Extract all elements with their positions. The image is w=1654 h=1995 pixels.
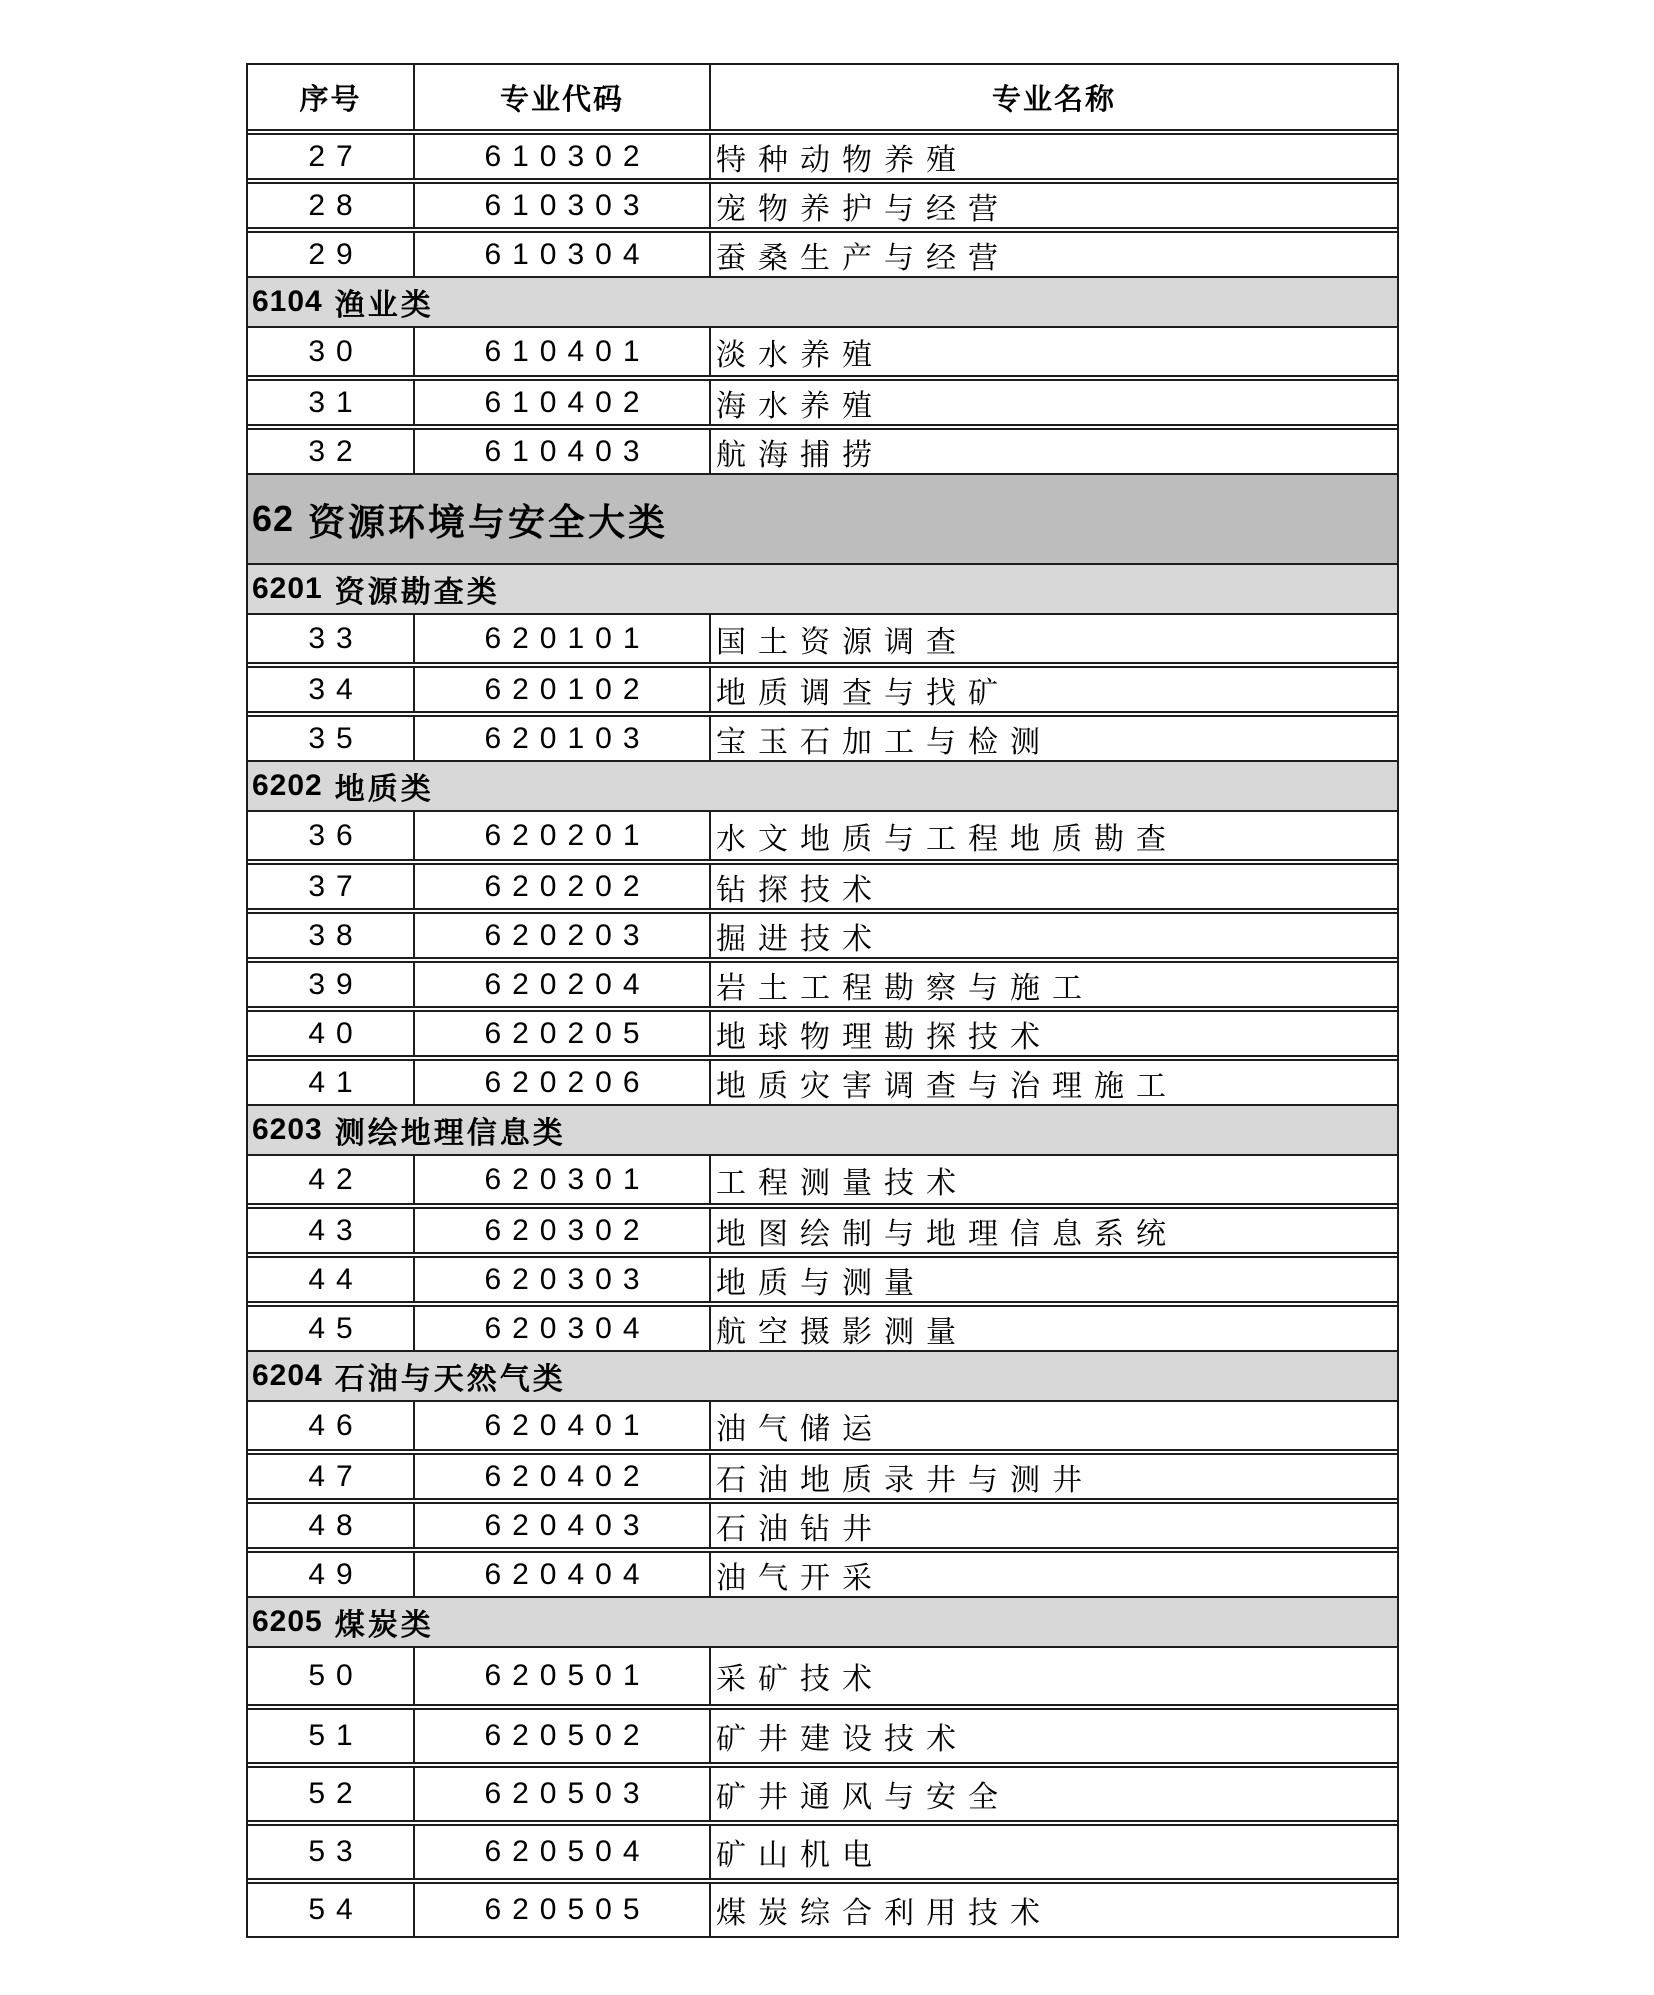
- table-row: [248, 1400, 1397, 1449]
- row-number-cell: 35: [248, 717, 415, 760]
- table-row: [248, 1055, 1397, 1104]
- section-header-row: [248, 1104, 1397, 1154]
- major-code-cell: 610302: [415, 135, 711, 178]
- row-number-cell: 50: [248, 1648, 415, 1704]
- major-code-cell: 620103: [415, 717, 711, 760]
- major-name-cell: 掘进技术: [716, 921, 884, 957]
- section-header-row: [248, 760, 1397, 810]
- major-name-cell: 航海捕捞: [716, 437, 884, 473]
- row-number-cell: 30: [248, 328, 415, 375]
- major-name-cell: 宠物养护与经营: [716, 191, 1010, 227]
- major-code-cell: 620501: [415, 1648, 711, 1704]
- table-row: [248, 227, 1397, 276]
- major-code-cell: 620302: [415, 1209, 711, 1252]
- major-code-cell: 620403: [415, 1504, 711, 1547]
- row-number-cell: 48: [248, 1504, 415, 1547]
- major-name-cell: 矿井通风与安全: [716, 1780, 1010, 1815]
- major-code-cell: 620504: [415, 1826, 711, 1878]
- row-number-cell: 38: [248, 914, 415, 957]
- section-code: 6203: [252, 1113, 323, 1146]
- table-row: [248, 326, 1397, 375]
- table-row: [248, 1704, 1397, 1762]
- section-name: 煤炭类: [334, 1608, 434, 1643]
- major-name-cell: 地图绘制与地理信息系统: [716, 1216, 1178, 1252]
- row-number-cell: 52: [248, 1768, 415, 1820]
- row-number-cell: 28: [248, 184, 415, 227]
- row-number-cell: 37: [248, 865, 415, 908]
- section-name: 渔业类: [334, 288, 434, 323]
- major-code-cell: 620502: [415, 1710, 711, 1762]
- row-number-cell: 44: [248, 1258, 415, 1301]
- table-row: [248, 859, 1397, 908]
- major-code-cell: 620101: [415, 615, 711, 662]
- table-row: [248, 1878, 1397, 1936]
- major-code-cell: 610303: [415, 184, 711, 227]
- table-row: [248, 1449, 1397, 1498]
- section-name: 资源勘查类: [334, 575, 500, 610]
- row-number-cell: 53: [248, 1826, 415, 1878]
- section-name: 石油与天然气类: [334, 1362, 566, 1397]
- section-code: 6202: [252, 769, 323, 802]
- section-name: 测绘地理信息类: [334, 1116, 566, 1151]
- table-header-row: [248, 65, 1397, 129]
- category-name: 资源环境与安全大类: [308, 502, 669, 543]
- column-header-no: 序号: [248, 65, 415, 129]
- major-code-cell: 620401: [415, 1402, 711, 1449]
- major-name-cell: 采矿技术: [716, 1662, 884, 1697]
- major-code-cell: 620404: [415, 1553, 711, 1596]
- table-row: [248, 129, 1397, 178]
- major-name-cell: 工程测量技术: [716, 1165, 968, 1201]
- section-name: 地质类: [334, 772, 434, 807]
- major-name-cell: 油气储运: [716, 1411, 884, 1447]
- section-code: 6204: [252, 1359, 323, 1392]
- table-row: [248, 711, 1397, 760]
- major-name-cell: 水文地质与工程地质勘查: [716, 821, 1178, 857]
- column-header-code: 专业代码: [415, 65, 711, 129]
- major-code-cell: 620201: [415, 812, 711, 859]
- major-code-cell: 610304: [415, 233, 711, 276]
- table-row: [248, 1547, 1397, 1596]
- row-number-cell: 29: [248, 233, 415, 276]
- row-number-cell: 49: [248, 1553, 415, 1596]
- table-row: [248, 178, 1397, 227]
- major-name-cell: 地球物理勘探技术: [716, 1019, 1052, 1055]
- row-number-cell: 51: [248, 1710, 415, 1762]
- section-header-row: [248, 1350, 1397, 1400]
- row-number-cell: 42: [248, 1156, 415, 1203]
- major-name-cell: 地质调查与找矿: [716, 675, 1010, 711]
- section-header-row: [248, 1596, 1397, 1646]
- row-number-cell: 33: [248, 615, 415, 662]
- row-number-cell: 32: [248, 430, 415, 473]
- major-name-cell: 岩土工程勘察与施工: [716, 970, 1094, 1006]
- row-number-cell: 45: [248, 1307, 415, 1350]
- table-row: [248, 1154, 1397, 1203]
- table-row: [248, 424, 1397, 473]
- major-code-cell: 620503: [415, 1768, 711, 1820]
- major-code-cell: 620205: [415, 1012, 711, 1055]
- column-header-name: 专业名称: [991, 83, 1116, 116]
- major-name-cell: 石油钻井: [716, 1511, 884, 1547]
- row-number-cell: 36: [248, 812, 415, 859]
- major-name-cell: 蚕桑生产与经营: [716, 240, 1010, 276]
- major-name-cell: 矿井建设技术: [716, 1722, 968, 1757]
- row-number-cell: 46: [248, 1402, 415, 1449]
- major-code-cell: 620102: [415, 668, 711, 711]
- section-code: 6104: [252, 285, 323, 318]
- major-name-cell: 淡水养殖: [716, 337, 884, 373]
- row-number-cell: 27: [248, 135, 415, 178]
- table-row: [248, 957, 1397, 1006]
- category-header-row: [248, 473, 1397, 563]
- row-number-cell: 43: [248, 1209, 415, 1252]
- row-number-cell: 47: [248, 1455, 415, 1498]
- category-code: 62: [252, 498, 295, 539]
- section-header-row: [248, 276, 1397, 326]
- major-code-cell: 620303: [415, 1258, 711, 1301]
- major-name-cell: 油气开采: [716, 1560, 884, 1596]
- major-code-cell: 610403: [415, 430, 711, 473]
- table-row: [248, 1006, 1397, 1055]
- major-code-cell: 610402: [415, 381, 711, 424]
- table-row: [248, 1301, 1397, 1350]
- table-row: [248, 1820, 1397, 1878]
- major-code-cell: 620204: [415, 963, 711, 1006]
- table-row: [248, 1203, 1397, 1252]
- row-number-cell: 40: [248, 1012, 415, 1055]
- table-row: [248, 1646, 1397, 1704]
- major-name-cell: 国土资源调查: [716, 624, 968, 660]
- major-code-cell: 620505: [415, 1884, 711, 1936]
- major-name-cell: 石油地质录井与测井: [716, 1462, 1094, 1498]
- table-row: [248, 810, 1397, 859]
- major-name-cell: 宝玉石加工与检测: [716, 724, 1052, 760]
- table-row: [248, 1498, 1397, 1547]
- major-name-cell: 矿山机电: [716, 1838, 884, 1873]
- row-number-cell: 31: [248, 381, 415, 424]
- row-number-cell: 34: [248, 668, 415, 711]
- major-name-cell: 地质灾害调查与治理施工: [716, 1068, 1178, 1104]
- major-code-cell: 620304: [415, 1307, 711, 1350]
- row-number-cell: 54: [248, 1884, 415, 1936]
- section-code: 6205: [252, 1605, 323, 1638]
- major-code-cell: 620301: [415, 1156, 711, 1203]
- major-name-cell: 特种动物养殖: [716, 142, 968, 178]
- major-name-cell: 煤炭综合利用技术: [716, 1896, 1052, 1931]
- majors-table: [246, 63, 1399, 1938]
- table-row: [248, 1762, 1397, 1820]
- section-header-row: [248, 563, 1397, 613]
- major-code-cell: 620203: [415, 914, 711, 957]
- table-row: [248, 613, 1397, 662]
- table-row: [248, 662, 1397, 711]
- row-number-cell: 41: [248, 1061, 415, 1104]
- major-code-cell: 620206: [415, 1061, 711, 1104]
- table-row: [248, 908, 1397, 957]
- section-code: 6201: [252, 572, 323, 605]
- major-name-cell: 航空摄影测量: [716, 1314, 968, 1350]
- major-name-cell: 钻探技术: [716, 872, 884, 908]
- major-code-cell: 620202: [415, 865, 711, 908]
- major-code-cell: 620402: [415, 1455, 711, 1498]
- table-row: [248, 375, 1397, 424]
- major-name-cell: 地质与测量: [716, 1265, 926, 1301]
- major-code-cell: 610401: [415, 328, 711, 375]
- table-row: [248, 1252, 1397, 1301]
- major-name-cell: 海水养殖: [716, 388, 884, 424]
- row-number-cell: 39: [248, 963, 415, 1006]
